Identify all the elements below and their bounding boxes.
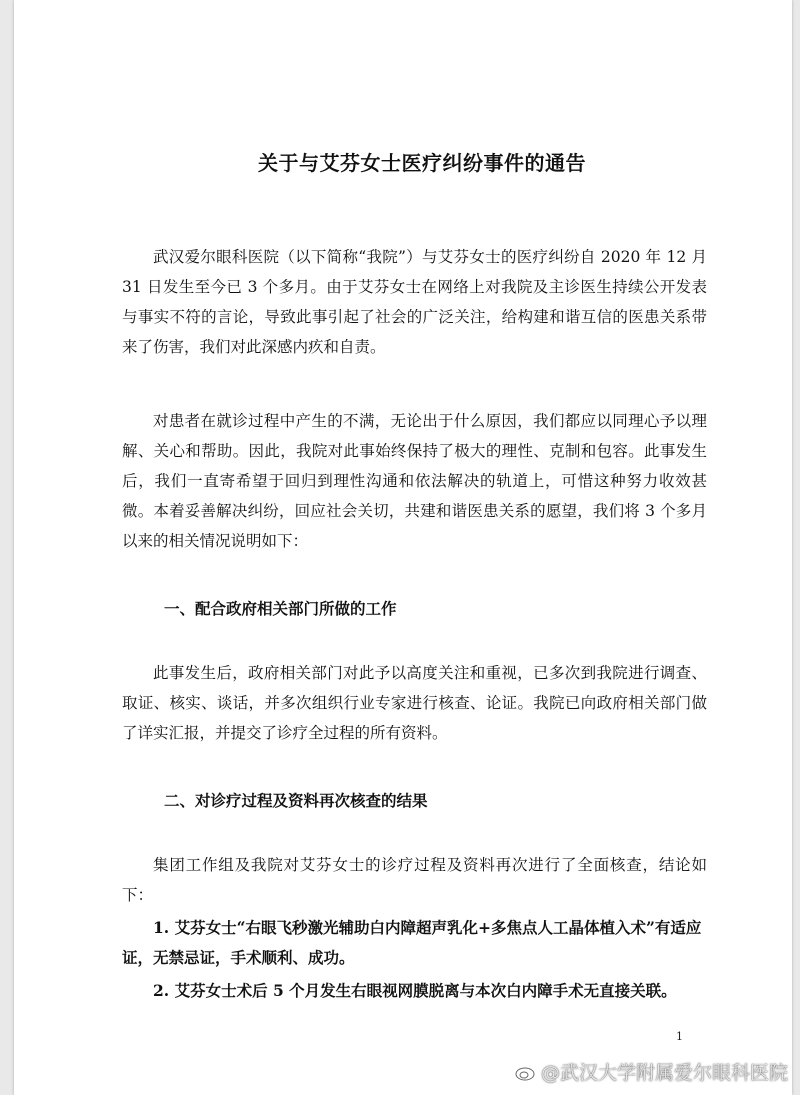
weibo-icon	[515, 1063, 537, 1081]
weibo-watermark	[515, 1058, 788, 1085]
paragraph-review: 集团工作组及我院对艾芬女士的诊疗过程及资料再次进行了全面核查，结论如下：	[122, 856, 707, 904]
watermark-text: @武汉大学附属爱尔眼科医院	[540, 1062, 788, 1084]
conclusion-item-1: 1. 艾芬女士“右眼飞秒激光辅助白内障超声乳化+多焦点人工晶体植入术”有适应证，无禁忌证，手术顺利、成功。	[122, 918, 702, 967]
document-title: 关于与艾芬女士医疗纠纷事件的通告	[258, 151, 586, 175]
paragraph-intro: 武汉爱尔眼科医院（以下简称“我院”）与艾芬女士的医疗纠纷自 2020 年 12 月 31 日发生至今已 3 个多月。由于艾芬女士在网络上对我院及主诊医生持续公开发表与事实不符的言论，导致此事引起了社会的广泛关注，给构建和谐互信的医患关系带来了伤害，我们对此深感内疚和自责。	[122, 248, 707, 356]
paragraph-attitude: 对患者在就诊过程中产生的不满，无论出于什么原因，我们都应以同理心予以理解、关心和帮助。因此，我院对此事始终保持了极大的理性、克制和包容。此事发生后，我们一直寄希望于回归到理性沟通和依法解决的轨道上，可惜这种努力收效甚微。本着妥善解决纠纷，回应社会关切，共建和谐医患关系的愿望，我们将 3 个多月以来的相关情况说明如下：	[122, 412, 707, 550]
page-number: 1	[676, 1030, 683, 1043]
document-page	[14, 0, 792, 1095]
paragraph-government: 此事发生后，政府相关部门对此予以高度关注和重视，已多次到我院进行调查、取证、核实、谈话，并多次组织行业专家进行核查、论证。我院已向政府相关部门做了详实汇报，并提交了诊疗全过程的所有资料。	[122, 664, 707, 742]
section-heading-1: 一、配合政府相关部门所做的工作	[164, 599, 397, 618]
section-heading-2: 二、对诊疗过程及资料再次核查的结果	[164, 791, 428, 810]
conclusion-item-2: 2. 艾芬女士术后 5 个月发生右眼视网膜脱离与本次白内障手术无直接关联。	[153, 981, 677, 1000]
document-body	[122, 140, 707, 1006]
